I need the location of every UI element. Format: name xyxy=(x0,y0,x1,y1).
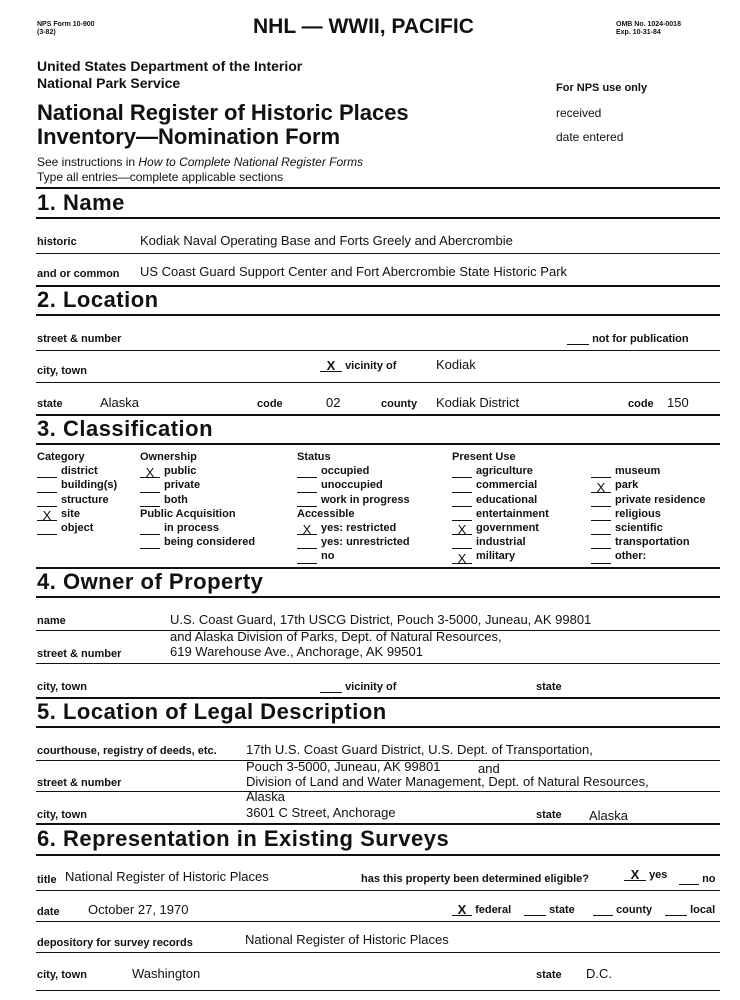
checkbox-label: in process xyxy=(164,522,220,535)
present-use-column xyxy=(452,450,549,564)
checkbox-option[interactable] xyxy=(452,478,549,492)
legal-city-label: city, town xyxy=(37,809,87,821)
checkbox-label: entertainment xyxy=(476,507,549,520)
county-label: county xyxy=(381,398,418,410)
checkbox-mark[interactable] xyxy=(591,468,611,478)
checkbox-label: transportation xyxy=(615,536,690,549)
checkbox-label: commercial xyxy=(476,479,538,492)
checkbox-label: yes: restricted xyxy=(321,522,397,535)
checkbox-mark[interactable] xyxy=(452,497,472,507)
section-3-heading: 3. Classification xyxy=(37,416,214,441)
checkbox-option[interactable] xyxy=(37,478,117,492)
checkbox-mark[interactable] xyxy=(452,468,472,478)
legal-state-value[interactable]: Alaska xyxy=(589,808,629,823)
checkbox-option[interactable] xyxy=(297,478,410,492)
checkbox-mark[interactable] xyxy=(591,497,611,507)
checkbox-label: yes: unrestricted xyxy=(321,536,410,549)
divider xyxy=(36,663,720,664)
checkbox-option[interactable] xyxy=(140,478,255,492)
survey-city-label: city, town xyxy=(37,969,87,981)
checkbox-mark[interactable] xyxy=(140,539,160,549)
checkbox-mark[interactable] xyxy=(140,525,160,535)
checkbox-mark[interactable] xyxy=(591,525,611,535)
checkbox-label: private residence xyxy=(615,493,706,506)
checkbox-option[interactable] xyxy=(591,549,706,563)
divider xyxy=(36,921,720,922)
checkbox-label: both xyxy=(164,493,188,506)
county-code-label: code xyxy=(628,398,654,410)
divider xyxy=(36,443,720,445)
checkbox-option[interactable] xyxy=(297,549,410,563)
checkbox-option[interactable] xyxy=(452,535,549,549)
survey-state-value[interactable]: D.C. xyxy=(586,966,612,981)
divider xyxy=(36,314,720,316)
checkbox-option[interactable] xyxy=(37,521,117,535)
survey-title-value[interactable]: National Register of Historic Places xyxy=(65,869,269,884)
divider xyxy=(36,823,720,825)
and-text: and xyxy=(478,761,500,776)
owner-state-label: state xyxy=(536,681,562,693)
checkbox-mark[interactable] xyxy=(37,525,57,535)
survey-title-label: title xyxy=(37,874,57,886)
owner-city-label: city, town xyxy=(37,681,87,693)
column-title: Status xyxy=(297,451,331,463)
checkbox-label: military xyxy=(476,550,516,563)
checkbox-mark[interactable] xyxy=(140,497,160,507)
divider xyxy=(36,217,720,219)
status-column xyxy=(297,450,410,564)
checkbox-label: district xyxy=(61,465,98,478)
checkbox-label: object xyxy=(61,522,94,535)
alaska-value[interactable]: Alaska xyxy=(246,789,286,804)
section-5-heading: 5. Location of Legal Description xyxy=(37,699,387,724)
form-title-1: National Register of Historic Places xyxy=(37,100,409,125)
checkbox-mark[interactable]: X xyxy=(37,511,57,521)
checkbox-option[interactable] xyxy=(591,478,706,495)
state-code-label: code xyxy=(257,398,283,410)
ownership-column xyxy=(140,450,255,549)
checkbox-option[interactable] xyxy=(452,493,549,507)
courthouse-label: courthouse, registry of deeds, etc. xyxy=(37,745,217,757)
document-title: NHL — WWII, PACIFIC xyxy=(253,15,474,38)
state-label: state xyxy=(37,398,63,410)
checkbox-option[interactable] xyxy=(37,507,117,524)
checkbox-mark[interactable] xyxy=(297,539,317,549)
checkbox-mark[interactable] xyxy=(452,483,472,493)
divider xyxy=(36,253,720,254)
depository-label: depository for survey records xyxy=(37,937,193,949)
divider xyxy=(36,890,720,891)
checkbox-option[interactable] xyxy=(37,464,117,478)
survey-date-label: date xyxy=(37,906,60,918)
checkbox-mark[interactable] xyxy=(37,497,57,507)
checkbox-label: site xyxy=(61,507,80,520)
checkbox-mark[interactable]: X xyxy=(452,554,472,564)
checkbox-label: educational xyxy=(476,493,538,506)
survey-city-value[interactable]: Washington xyxy=(132,966,201,981)
checkbox-option[interactable] xyxy=(591,464,706,478)
survey-state-label: state xyxy=(536,969,562,981)
checkbox-option[interactable] xyxy=(591,493,706,507)
legal-city-value[interactable]: 3601 C Street, Anchorage xyxy=(246,805,396,820)
column-title: Category xyxy=(37,451,85,463)
checkbox-option[interactable] xyxy=(452,549,549,566)
checkbox-label: occupied xyxy=(321,465,370,478)
courthouse-value[interactable]: 17th U.S. Coast Guard District, U.S. Dept. of Transportation, xyxy=(246,742,593,757)
checkbox-option[interactable] xyxy=(140,521,255,535)
owner-street-value[interactable]: 619 Warehouse Ave., Anchorage, AK 99501 xyxy=(170,644,423,659)
depository-value[interactable]: National Register of Historic Places xyxy=(245,932,449,947)
eligible-no[interactable]: no xyxy=(679,873,716,885)
omb-number: OMB No. 1024-0018 Exp. 10-31-84 xyxy=(616,21,681,36)
checkbox-mark[interactable]: X xyxy=(452,525,472,535)
state-code-value[interactable]: 02 xyxy=(326,395,341,410)
form-number: NPS Form 10-900 (3-82) xyxy=(37,21,95,36)
checkbox-label: other: xyxy=(615,550,647,563)
divider xyxy=(36,382,720,383)
checkbox-label: unoccupied xyxy=(321,479,383,492)
received-label: received xyxy=(556,106,602,120)
checkbox-mark[interactable] xyxy=(452,511,472,521)
category-column xyxy=(37,450,117,535)
checkbox-mark[interactable]: X xyxy=(297,525,317,535)
state-value[interactable]: Alaska xyxy=(100,395,140,410)
checkbox-option[interactable] xyxy=(140,464,255,481)
checkbox-label: no xyxy=(321,550,335,563)
checkbox-option[interactable] xyxy=(591,507,706,521)
checkbox-mark[interactable] xyxy=(140,483,160,493)
checkbox-label: building(s) xyxy=(61,479,118,492)
owner-name-value[interactable]: U.S. Coast Guard, 17th USCG District, Pouch 3-5000, Juneau, AK 99801 xyxy=(170,612,592,627)
nps-use-label: For NPS use only xyxy=(556,82,648,94)
legal-state-label: state xyxy=(536,809,562,821)
checkbox-option[interactable] xyxy=(452,507,549,521)
checkbox-option[interactable] xyxy=(452,521,549,538)
checkbox-option[interactable] xyxy=(297,535,410,549)
federal-option[interactable]: X federal xyxy=(452,904,511,916)
pouch-value[interactable]: Pouch 3-5000, Juneau, AK 99801 xyxy=(246,759,441,774)
checkbox-mark[interactable] xyxy=(37,483,57,493)
checkbox-option[interactable] xyxy=(591,521,706,535)
checkbox-label: public xyxy=(164,465,197,478)
historic-value[interactable]: Kodiak Naval Operating Base and Forts Greely and Abercrombie xyxy=(140,233,513,248)
city-label: city, town xyxy=(37,365,87,377)
legal-street-label: street & number xyxy=(37,777,122,789)
checkbox-option[interactable] xyxy=(37,493,117,507)
state-option[interactable]: state xyxy=(524,904,575,916)
column-title: Public Acquisition xyxy=(140,507,236,520)
checkbox-label: government xyxy=(476,522,539,535)
checkbox-label: private xyxy=(164,479,201,492)
owner-vicinity-field[interactable]: vicinity of xyxy=(320,681,396,693)
form-title-2: Inventory—Nomination Form xyxy=(37,124,341,149)
divider xyxy=(36,990,720,991)
checkbox-label: agriculture xyxy=(476,465,533,478)
legal-street-value[interactable]: Division of Land and Water Management, Dept. of Natural Resources, xyxy=(246,774,649,789)
checkbox-option[interactable] xyxy=(297,464,410,478)
instructions: See instructions in How to Complete National Register Forms xyxy=(37,155,364,169)
survey-date-value[interactable]: October 27, 1970 xyxy=(88,902,189,917)
divider xyxy=(36,187,720,189)
checkbox-option[interactable] xyxy=(140,493,255,507)
owner-name-label: name xyxy=(37,615,66,627)
divider xyxy=(36,726,720,728)
historic-label: historic xyxy=(37,236,77,248)
section-1-heading: 1. Name xyxy=(37,190,125,215)
checkbox-option[interactable] xyxy=(140,535,255,549)
section-4-heading: 4. Owner of Property xyxy=(37,569,264,594)
date-entered-label: date entered xyxy=(556,130,624,144)
street-label: street & number xyxy=(37,333,122,345)
checkbox-mark[interactable]: X xyxy=(591,483,611,493)
checkbox-mark[interactable] xyxy=(297,468,317,478)
county-value[interactable]: Kodiak District xyxy=(436,395,520,410)
present-use-column-2 xyxy=(591,464,706,563)
eligible-yes[interactable]: X yes xyxy=(624,869,667,881)
checkbox-label: being considered xyxy=(164,536,256,549)
section-2-heading: 2. Location xyxy=(37,287,159,312)
checkbox-label: work in progress xyxy=(321,493,410,506)
checkbox-mark[interactable] xyxy=(297,497,317,507)
eligible-question: has this property been determined eligible? xyxy=(361,873,589,885)
owner-street-label: street & number xyxy=(37,648,122,660)
checkbox-mark[interactable] xyxy=(297,554,317,564)
department: United States Department of the Interior xyxy=(37,58,303,74)
column-title: Ownership xyxy=(140,451,197,463)
checkbox-label: scientific xyxy=(615,522,663,534)
city-value[interactable]: Kodiak xyxy=(436,357,476,372)
local-option[interactable]: local xyxy=(665,904,715,916)
divider xyxy=(36,952,720,953)
common-value[interactable]: US Coast Guard Support Center and Fort Abercrombie State Historic Park xyxy=(140,264,568,279)
vicinity-field[interactable]: X vicinity of xyxy=(320,360,396,372)
section-6-heading: 6. Representation in Existing Surveys xyxy=(37,826,450,851)
county-option[interactable]: county xyxy=(593,904,652,916)
divider xyxy=(36,596,720,598)
checkbox-mark[interactable] xyxy=(591,539,611,549)
checkbox-mark[interactable] xyxy=(591,554,611,564)
column-title: Accessible xyxy=(297,507,355,520)
checkbox-mark[interactable] xyxy=(452,539,472,549)
column-title: Present Use xyxy=(452,451,516,463)
divider xyxy=(36,854,720,856)
checkbox-option[interactable] xyxy=(297,521,410,538)
checkbox-mark[interactable] xyxy=(37,468,57,478)
checkbox-label: park xyxy=(615,479,639,492)
checkbox-option[interactable] xyxy=(452,464,549,478)
checkbox-label: structure xyxy=(61,493,109,506)
common-label: and or common xyxy=(37,268,120,280)
instructions-2: Type all entries—complete applicable sections xyxy=(37,170,284,184)
checkbox-option[interactable] xyxy=(297,493,410,507)
checkbox-mark[interactable] xyxy=(591,511,611,521)
service: National Park Service xyxy=(37,75,181,91)
checkbox-label: industrial xyxy=(476,536,526,549)
checkbox-mark[interactable]: X xyxy=(140,468,160,478)
county-code-value[interactable]: 150 xyxy=(667,395,689,410)
checkbox-mark[interactable] xyxy=(297,483,317,493)
checkbox-option[interactable] xyxy=(591,535,706,549)
checkbox-label: museum xyxy=(615,465,661,478)
checkbox-label: religious xyxy=(615,507,661,520)
not-for-publication[interactable]: not for publication xyxy=(567,333,689,345)
divider xyxy=(36,350,720,351)
owner-name-value-2[interactable]: and Alaska Division of Parks, Dept. of Natural Resources, xyxy=(170,629,502,644)
divider xyxy=(36,791,720,792)
